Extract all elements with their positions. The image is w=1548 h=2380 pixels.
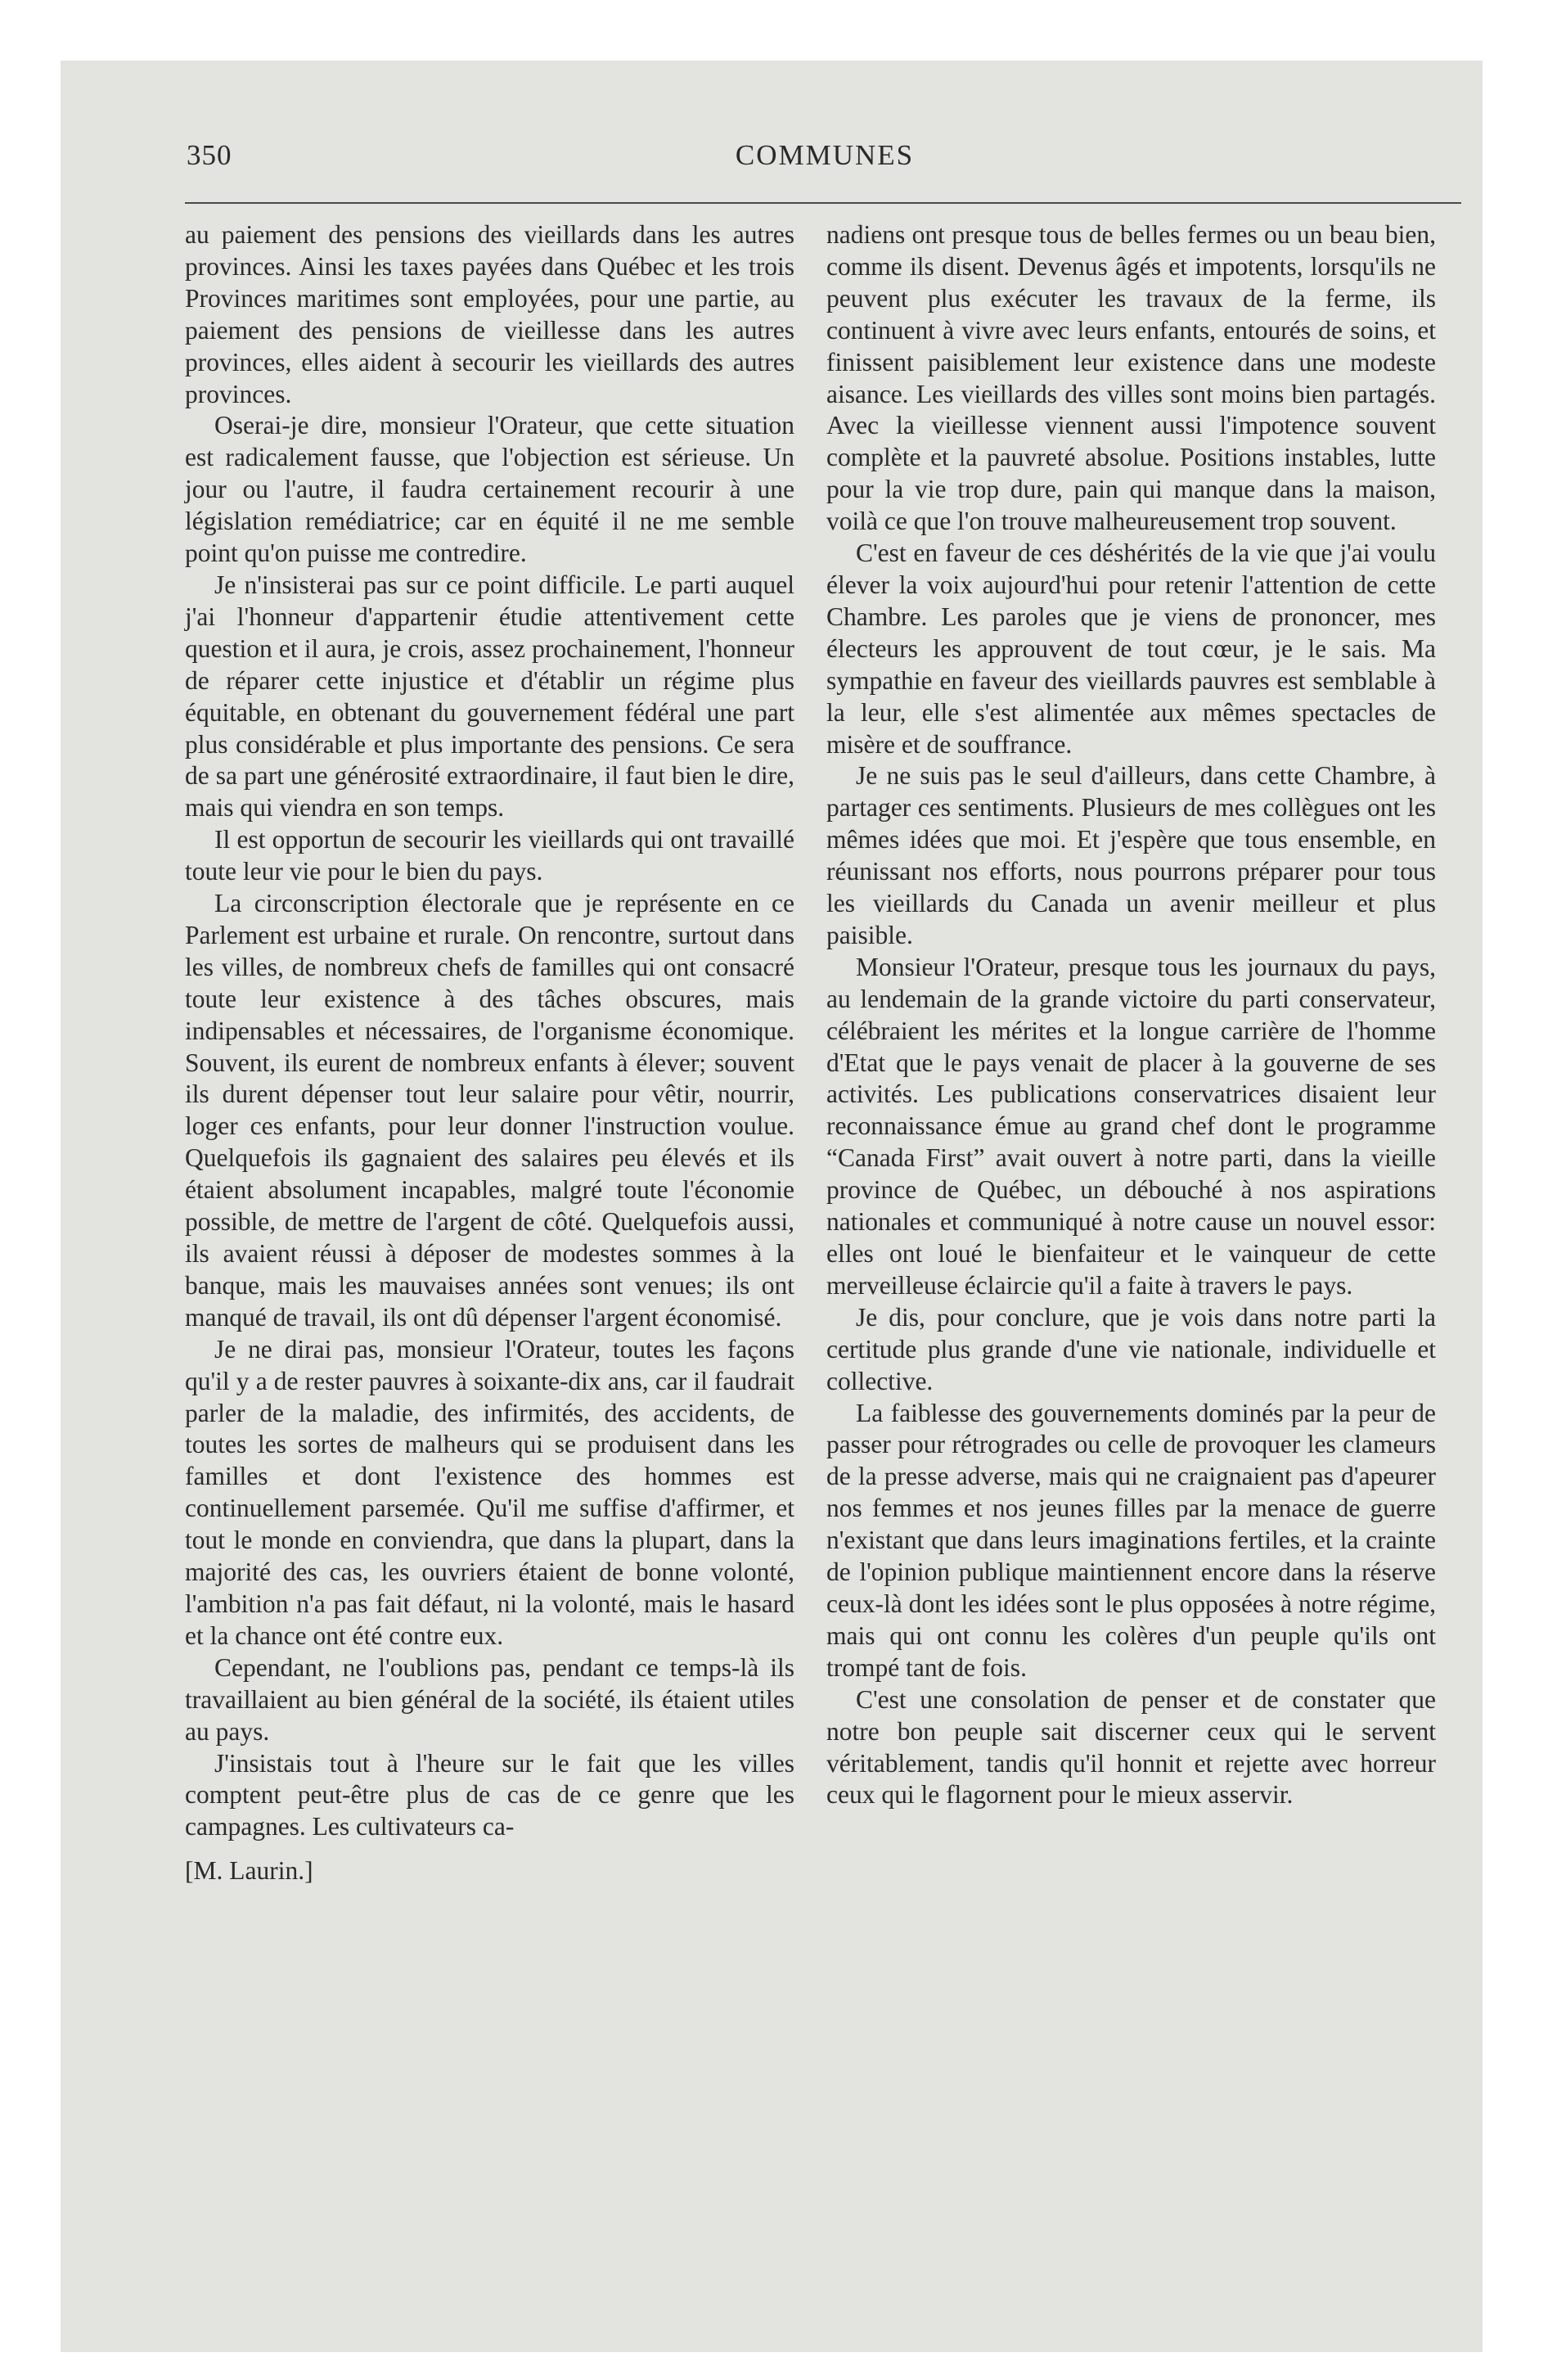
paragraph: Monsieur l'Orateur, presque tous les journaux du pays, au lendemain de la grande victoire du parti conservateur, célébraient les mérites et la longue carrière de l'homme d'Etat que le pays venait de placer à la gouverne de ses activités. Les publications conservatrices disaient leur reconnaissance émue au grand chef dont le programme “Canada First” avait ouvert à notre parti, dans la vieille province de Québec, un débouché à nos aspirations nationales et communiqué à notre cause un nouvel essor: elles ont loué le bienfaiteur et le vainqueur de cette merveilleuse éclaircie qu'il a faite à travers le pays. — [826, 952, 1436, 1300]
paragraph: Oserai-je dire, monsieur l'Orateur, que cette situation est radicalement fausse, que l'objection est sérieuse. Un jour ou l'autre, il faudra certainement recourir à une législation remédiatrice; car en équité il ne me semble point qu'on puisse me contredire. — [185, 411, 794, 568]
speaker-attribution: [M. Laurin.] — [185, 1856, 313, 1885]
header-rule — [185, 202, 1461, 204]
paragraph: Je ne dirai pas, monsieur l'Orateur, toutes les façons qu'il y a de rester pauvres à soixante-dix ans, car il faudrait parler de la maladie, des infirmités, des accidents, de toutes les sortes de malheurs qui se produisent dans les familles et dont l'existence des hommes est continuellement parsemée. Qu'il me suffise d'affirmer, et tout le monde en conviendra, que dans la plupart, dans la majorité des cas, les ouvriers étaient de bonne volonté, l'ambition n'a pas fait défaut, ni la volonté, mais le hasard et la chance ont été contre eux. — [185, 1334, 794, 1650]
paragraph: nadiens ont presque tous de belles fermes ou un beau bien, comme ils disent. Devenus âgés et impotents, lorsqu'ils ne peuvent plus exécuter les travaux de la ferme, ils continuent à vivre avec leurs enfants, entourés de soins, et finissent paisiblement leur existence dans une modeste aisance. Les vieillards des villes sont moins bien partagés. Avec la vieillesse viennent aussi l'impotence souvent complète et la pauvreté absolue. Positions instables, lutte pour la vie trop dure, pain qui manque dans la maison, voilà ce que l'on trouve malheureusement trop souvent. — [826, 220, 1436, 536]
left-column — [185, 219, 794, 1843]
paragraph: Je n'insisterai pas sur ce point difficile. Le parti auquel j'ai l'honneur d'appartenir étudie attentivement cette question et il aura, je crois, assez prochainement, l'honneur de réparer cette injustice et d'établir un régime plus équitable, en obtenant du gouvernement fédéral une part plus considérable et plus importante des pensions. Ce sera de sa part une générosité extraordinaire, il faut bien le dire, mais qui viendra en son temps. — [185, 570, 794, 823]
paragraph: au paiement des pensions des vieillards dans les autres provinces. Ainsi les taxes payées dans Québec et les trois Provinces maritimes sont employées, pour une partie, au paiement des pensions de vieillesse dans les autres provinces, elles aident à secourir les vieillards des autres provinces. — [185, 220, 794, 408]
page-number: 350 — [187, 139, 232, 171]
right-column — [826, 219, 1436, 1811]
paragraph: J'insistais tout à l'heure sur le fait que les villes comptent peut-être plus de cas de ce genre que les campagnes. Les cultivateurs ca- — [185, 1748, 794, 1841]
running-title: COMMUNES — [735, 139, 915, 171]
paragraph: Je dis, pour conclure, que je vois dans notre parti la certitude plus grande d'une vie nationale, individuelle et collective. — [826, 1302, 1436, 1395]
paragraph: La faiblesse des gouvernements dominés par la peur de passer pour rétrogrades ou celle de provoquer les clameurs de la presse adverse, mais qui ne craignaient pas d'apeurer nos femmes et nos jeunes filles par la menace de guerre n'existant que dans leurs imaginations fertiles, et la crainte de l'opinion publique maintiennent encore dans la réserve ceux-là dont les idées sont le plus opposées à notre régime, mais qui ont connu les colères d'un peuple qu'ils ont trompé tant de fois. — [826, 1398, 1436, 1682]
paragraph: C'est une consolation de penser et de constater que notre bon peuple sait discerner ceux qui le servent véritablement, tandis qu'il honnit et rejette avec horreur ceux qui le flagornent pour le mieux asservir. — [826, 1684, 1436, 1810]
paragraph: Cependant, ne l'oublions pas, pendant ce temps-là ils travaillaient au bien général de la société, ils étaient utiles au pays. — [185, 1652, 794, 1746]
paragraph: La circonscription électorale que je représente en ce Parlement est urbaine et rurale. On rencontre, surtout dans les villes, de nombreux chefs de familles qui ont consacré toute leur existence à des tâches obscures, mais indipensables et nécessaires, de l'organisme économique. Souvent, ils eurent de nombreux enfants à élever; souvent ils durent dépenser tout leur salaire pour vêtir, nourrir, loger ces enfants, pour leur donner l'instruction voulue. Quelquefois ils gagnaient des salaires peu élevés et ils étaient absolument incapables, malgré toute l'économie possible, de mettre de l'argent de côté. Quelquefois aussi, ils avaient réussi à déposer de modestes sommes à la banque, mais les mauvaises années sont venues; ils ont manqué de travail, ils ont dû dépenser l'argent économisé. — [185, 889, 794, 1332]
paragraph: Je ne suis pas le seul d'ailleurs, dans cette Chambre, à partager ces sentiments. Plusieurs de mes collègues ont les mêmes idées que moi. Et j'espère que tous ensemble, en réunissant nos efforts, nous pourrons préparer pour tous les vieillards du Canada un avenir meilleur et plus paisible. — [826, 761, 1436, 949]
page-header — [187, 139, 1463, 185]
paragraph: Il est opportun de secourir les vieillards qui ont travaillé toute leur vie pour le bien du pays. — [185, 825, 794, 886]
paragraph: C'est en faveur de ces déshérités de la vie que j'ai voulu élever la voix aujourd'hui pour retenir l'attention de cette Chambre. Les paroles que je viens de prononcer, mes électeurs les approuvent de tout cœur, je le sais. Ma sympathie en faveur des vieillards pauvres est semblable à la leur, elle s'est alimentée aux mêmes spectacles de misère et de souffrance. — [826, 539, 1436, 759]
